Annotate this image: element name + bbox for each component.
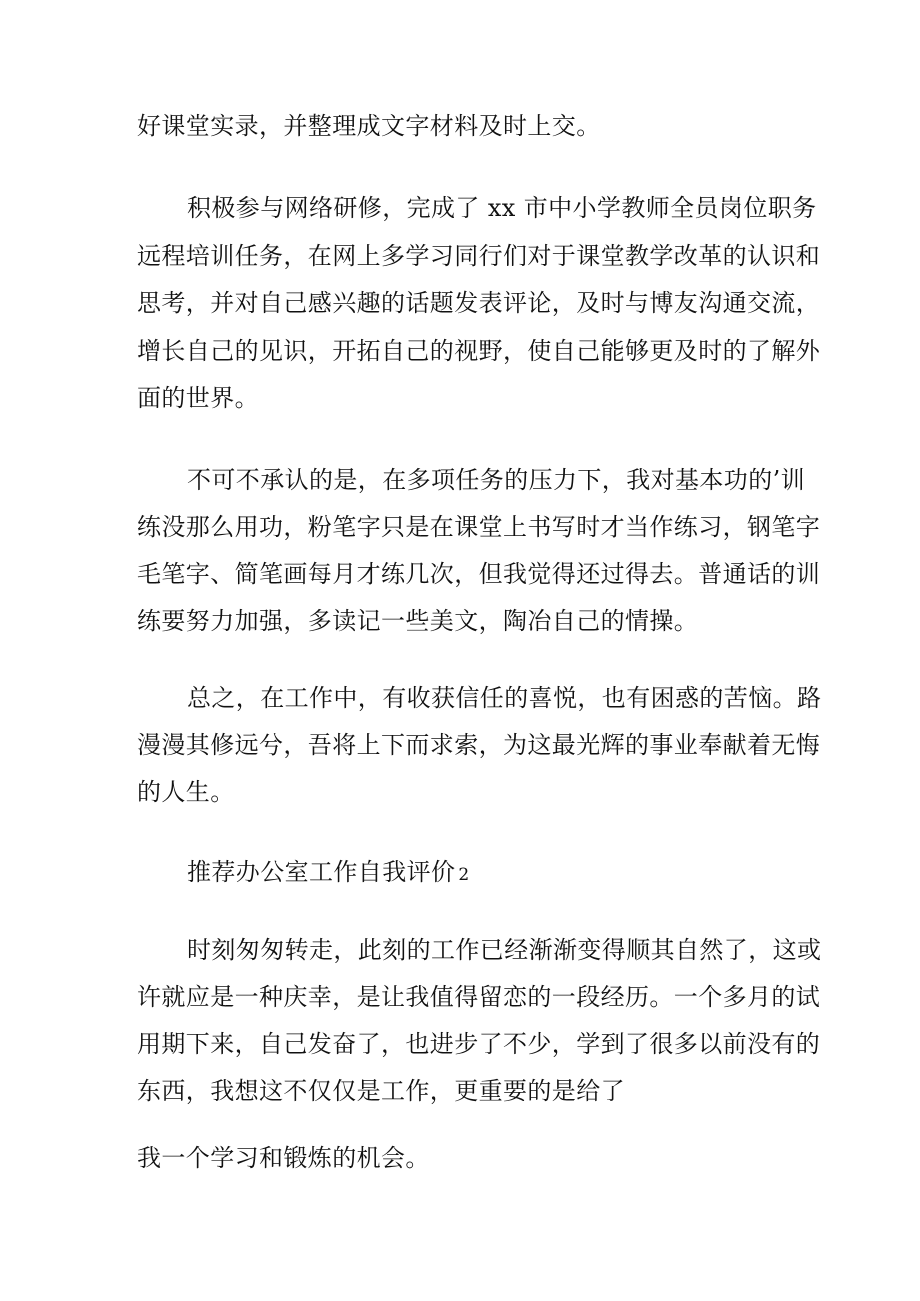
paragraph-line: 练要努力加强，多读记一些美文，陶冶自己的情操。	[137, 607, 699, 635]
paragraph-line: 好课堂实录，并整理成文字材料及时上交。	[137, 112, 601, 140]
paragraph-line: 总之，在工作中，有收获信任的喜悦，也有困惑的苦恼。路	[187, 684, 822, 712]
paragraph-line: 面的世界。	[137, 384, 259, 412]
paragraph-line: 毛笔字、简笔画每月才练几次，但我觉得还过得去。普通话的训	[137, 560, 821, 588]
section-heading-number: 2	[458, 865, 470, 885]
paragraph-line: 积极参与网络研修，完成了 xx 市中小学教师全员岗位职务	[187, 194, 817, 222]
section-heading	[187, 855, 470, 889]
section-heading-text: 推荐办公室工作自我评价	[187, 858, 456, 886]
paragraph-line: 用期下来，自己发奋了，也进步了不少，学到了很多以前没有的	[137, 1030, 821, 1058]
paragraph-line: 我一个学习和锻炼的机会。	[137, 1144, 430, 1172]
paragraph-line: 思考，并对自己感兴趣的话题发表评论，及时与博友沟通交流，	[137, 289, 821, 317]
paragraph-line: 不可不承认的是，在多项任务的压力下，我对基本功的’训	[187, 466, 806, 494]
paragraph-line: 练没那么用功，粉笔字只是在课堂上书写时才当作练习，钢笔字	[137, 513, 821, 541]
paragraph-line: 的人生。	[137, 778, 235, 806]
paragraph-line: 时刻匆匆转走，此刻的工作已经渐渐变得顺其自然了，这或	[187, 936, 822, 964]
paragraph-line: 漫漫其修远兮，吾将上下而求索，为这最光辉的事业奉献着无悔	[137, 731, 821, 759]
paragraph-line: 增长自己的见识，开拓自己的视野，使自己能够更及时的了解外	[137, 337, 821, 365]
paragraph-line: 东西，我想这不仅仅是工作，更重要的是给了	[137, 1077, 625, 1105]
paragraph-line: 远程培训任务，在网上多学习同行们对于课堂教学改革的认识和	[137, 242, 821, 270]
paragraph-line: 许就应是一种庆幸，是让我值得留恋的一段经历。一个多月的试	[137, 983, 821, 1011]
